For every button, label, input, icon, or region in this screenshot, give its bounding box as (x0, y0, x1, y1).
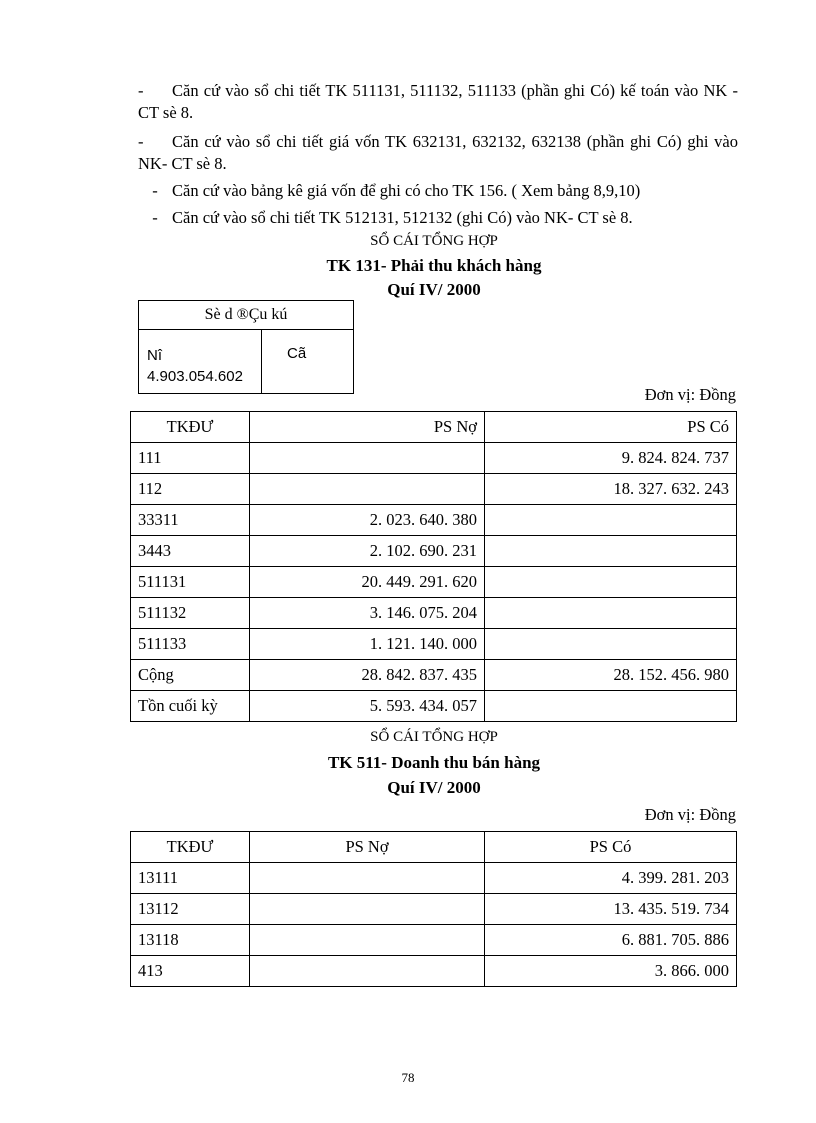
list-dash: - (138, 81, 144, 100)
table-row-closing-balance: Tồn cuối kỳ 5. 593. 434. 057 (131, 691, 737, 722)
debit-label: Nî (147, 347, 162, 364)
opening-balance-header: Sè d ®Çu kú (139, 301, 353, 330)
ledger1-table (130, 411, 737, 722)
paragraph-1: - Căn cứ vào sổ chi tiết TK 511131, 511132, 511133 (phần ghi Có) kế toán vào NK - CT sè 8. (138, 81, 738, 122)
paragraph-4: - Căn cứ vào sổ chi tiết TK 512131, 512132 (ghi Có) vào NK- CT sè 8. (138, 207, 738, 229)
table-row: 111 9. 824. 824. 737 (131, 443, 737, 474)
paragraph-3: - Căn cứ vào bảng kê giá vốn để ghi có cho TK 156. ( Xem bảng 8,9,10) (138, 180, 738, 202)
column-header-account: TKĐƯ (131, 412, 250, 443)
list-dash: - (152, 181, 158, 200)
table-row: 112 18. 327. 632. 243 (131, 474, 737, 505)
paragraph-2: - Căn cứ vào sổ chi tiết giá vốn TK 632131, 632132, 632138 (phần ghi Có) ghi vào NK- CT sè 8. (138, 132, 738, 173)
table-row: 413 3. 866. 000 (131, 956, 737, 987)
table-header-row (131, 412, 737, 443)
opening-balance-box (138, 300, 354, 394)
table-row: 13118 6. 881. 705. 886 (131, 925, 737, 956)
table-row: 13111 4. 399. 281. 203 (131, 863, 737, 894)
column-header-debit: PS Nợ (250, 412, 485, 443)
table-header-row (131, 832, 737, 863)
table-row: 511133 1. 121. 140. 000 (131, 629, 737, 660)
table-row: 33311 2. 023. 640. 380 (131, 505, 737, 536)
table-row-total: Cộng 28. 842. 837. 435 28. 152. 456. 980 (131, 660, 737, 691)
page-number: 78 (401, 1070, 415, 1085)
column-header-account: TKĐƯ (131, 832, 250, 863)
debit-value: 4.903.054.602 (147, 368, 243, 385)
list-dash: - (152, 208, 158, 227)
ledger2-table (130, 831, 737, 987)
ledger2-unit: Đơn vị: Đồng (644, 805, 736, 824)
credit-label: Cã (287, 345, 307, 362)
table-row: 511131 20. 449. 291. 620 (131, 567, 737, 598)
opening-balance-debit (147, 345, 243, 387)
column-header-debit: PS Nợ (250, 832, 485, 863)
ledger2-heading: SỔ CÁI TỔNG HỢP (370, 729, 498, 745)
table-row: 511132 3. 146. 075. 204 (131, 598, 737, 629)
table-row: 13112 13. 435. 519. 734 (131, 894, 737, 925)
table-row: 3443 2. 102. 690. 231 (131, 536, 737, 567)
ledger1-unit: Đơn vị: Đồng (644, 385, 736, 404)
ledger1-heading: SỔ CÁI TỔNG HỢP (370, 233, 498, 249)
opening-balance-divider (261, 329, 262, 393)
column-header-credit: PS Có (485, 412, 737, 443)
ledger1-title: TK 131- Phải thu khách hàng (326, 256, 542, 275)
column-header-credit: PS Có (485, 832, 737, 863)
ledger2-period: Quí IV/ 2000 (387, 778, 481, 797)
ledger2-title: TK 511- Doanh thu bán hàng (327, 753, 541, 772)
list-dash: - (138, 132, 144, 151)
ledger1-period: Quí IV/ 2000 (387, 280, 481, 299)
